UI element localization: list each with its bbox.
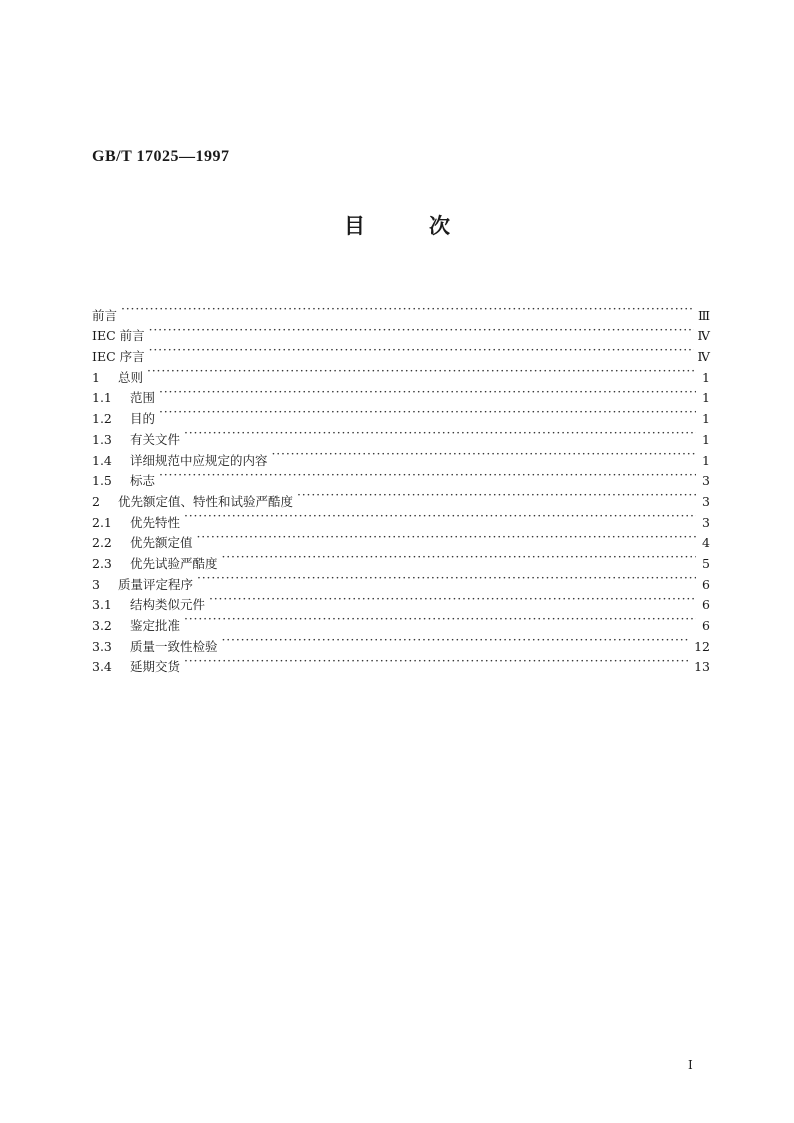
- toc-entry-page: Ⅳ: [697, 349, 710, 365]
- toc-entry[interactable]: [92, 402, 710, 427]
- toc-entry[interactable]: [92, 320, 710, 344]
- table-of-contents: [92, 299, 710, 675]
- toc-entry-page: 6: [702, 576, 710, 592]
- toc-leader-dots: [272, 444, 696, 465]
- toc-entry-number: 1.2: [92, 411, 112, 427]
- toc-leader-dots: [184, 506, 696, 527]
- toc-leader-dots: [297, 485, 696, 506]
- toc-entry-page: 1: [702, 390, 710, 406]
- toc-entry-title: 质量评定程序: [118, 576, 194, 592]
- toc-entry[interactable]: [92, 609, 710, 633]
- toc-entry-page: 1: [702, 431, 710, 447]
- toc-entry-number: 2: [92, 493, 100, 509]
- toc-entry-number: 1.4: [92, 452, 112, 468]
- toc-entry-title: 前言: [92, 307, 118, 323]
- toc-leader-dots: [147, 361, 696, 382]
- toc-entry-title: 详细规范中应规定的内容: [130, 452, 268, 468]
- toc-entry[interactable]: [92, 423, 710, 447]
- toc-entry-title: 结构类似元件: [130, 597, 206, 613]
- toc-entry[interactable]: [92, 361, 710, 385]
- toc-leader-dots: [121, 299, 694, 320]
- toc-entry-number: 3: [92, 576, 100, 592]
- toc-entry-page: 1: [702, 369, 710, 385]
- toc-leader-dots: [222, 547, 696, 568]
- toc-leader-dots: [197, 568, 696, 589]
- toc-entry-number: 2.1: [92, 514, 112, 530]
- toc-leader-dots: [222, 630, 691, 651]
- toc-entry-number: 1.1: [92, 390, 112, 406]
- toc-entry[interactable]: [92, 527, 710, 551]
- toc-entry-title: 优先额定值、特性和试验严酷度: [118, 493, 294, 509]
- toc-entry[interactable]: [92, 630, 710, 654]
- toc-leader-dots: [159, 402, 696, 423]
- toc-entry-number: 1: [92, 369, 100, 385]
- toc-entry-title: 标志: [130, 473, 156, 489]
- toc-entry-page: 13: [694, 659, 710, 675]
- toc-leader-dots: [197, 527, 696, 548]
- toc-entry-number: 3.2: [92, 618, 112, 633]
- toc-entry[interactable]: [92, 444, 710, 468]
- toc-leader-dots: [184, 609, 696, 630]
- toc-entry-page: 5: [702, 555, 710, 571]
- toc-entry[interactable]: [92, 299, 710, 323]
- toc-leader-dots: [159, 382, 696, 403]
- toc-entry-page: 1: [702, 452, 710, 468]
- toc-entry-page: Ⅲ: [697, 307, 710, 323]
- toc-entry-page: 6: [702, 618, 710, 633]
- toc-entry-page: Ⅳ: [697, 328, 710, 344]
- toc-entry-title: 质量一致性检验: [130, 638, 218, 654]
- footer-page-number: I: [688, 1058, 693, 1072]
- toc-entry-page: 12: [694, 638, 710, 654]
- toc-entry[interactable]: [92, 465, 710, 489]
- toc-entry-title: 优先试验严酷度: [130, 555, 218, 571]
- toc-entry-title: 优先额定值: [130, 535, 193, 551]
- toc-entry[interactable]: [92, 485, 710, 509]
- document-code: GB/T 17025—1997: [92, 148, 230, 165]
- toc-entry-page: 3: [702, 514, 710, 530]
- toc-entry-number: 3.3: [92, 638, 112, 654]
- toc-entry-number: 2.3: [92, 555, 112, 571]
- toc-entry[interactable]: [92, 340, 710, 365]
- toc-entry-number: 1.3: [92, 431, 112, 447]
- toc-leader-dots: [184, 423, 696, 444]
- toc-entry-title: 鉴定批准: [130, 618, 181, 633]
- toc-entry-page: 4: [702, 535, 710, 551]
- toc-entry-title: IEC 序言: [92, 349, 145, 365]
- toc-entry-title: IEC 前言: [92, 328, 145, 344]
- toc-entry-page: 3: [702, 473, 710, 489]
- toc-entry-title: 优先特性: [130, 514, 181, 530]
- toc-entry-page: 3: [702, 493, 710, 509]
- toc-title: 目次: [344, 214, 514, 238]
- toc-entry-number: 3.4: [92, 659, 112, 675]
- toc-entry-page: 6: [702, 597, 710, 613]
- toc-entry-number: 1.5: [92, 473, 112, 489]
- toc-entry-title: 有关文件: [130, 431, 181, 447]
- toc-entry-title: 总则: [118, 369, 144, 385]
- toc-entry[interactable]: [92, 382, 710, 406]
- toc-leader-dots: [149, 340, 694, 361]
- toc-leader-dots: [184, 651, 690, 672]
- toc-entry-title: 延期交货: [130, 659, 181, 675]
- toc-entry-page: 1: [702, 411, 710, 427]
- toc-entry-title: 范围: [130, 390, 156, 406]
- toc-entry[interactable]: [92, 651, 710, 675]
- toc-leader-dots: [149, 320, 694, 341]
- toc-entry[interactable]: [92, 506, 710, 530]
- toc-entry-title: 目的: [130, 411, 156, 427]
- toc-entry-number: 3.1: [92, 597, 112, 613]
- toc-leader-dots: [209, 589, 696, 610]
- toc-entry-number: 2.2: [92, 535, 112, 551]
- toc-leader-dots: [159, 465, 696, 486]
